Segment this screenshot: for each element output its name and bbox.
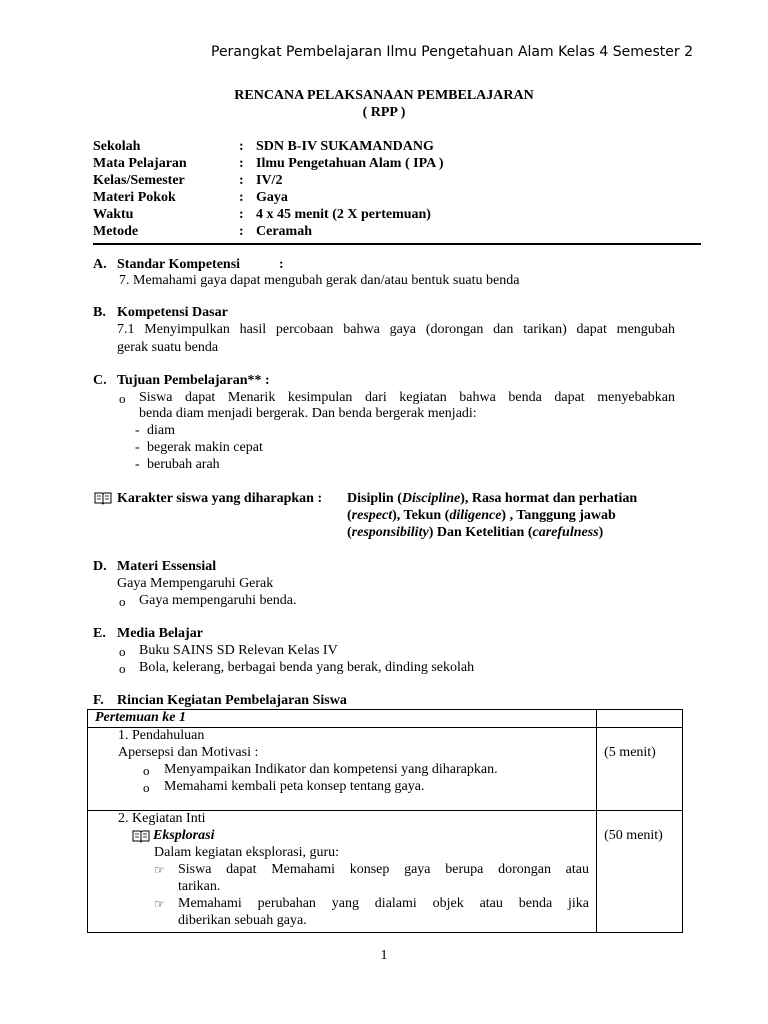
table-row (88, 710, 683, 728)
table-cell (597, 728, 683, 811)
eksplorasi-item-line1: Memahami perubahan yang dialami objek atau benda jika (178, 896, 589, 911)
pertemuan-label: Pertemuan ke 1 (95, 710, 186, 725)
kompetensi-dasar-line2: gerak suatu benda (117, 340, 219, 355)
info-colon: : (239, 156, 244, 171)
bullet-icon: o (119, 594, 126, 609)
section-a-colon: : (279, 257, 284, 272)
eksplorasi-intro: Dalam kegiatan eksplorasi, guru: (154, 845, 340, 860)
table-cell (597, 710, 683, 728)
info-label-sekolah: Sekolah (93, 139, 141, 154)
info-colon: : (239, 190, 244, 205)
apersepsi-label: Apersepsi dan Motivasi : (118, 745, 259, 760)
section-d-letter: D. (93, 559, 107, 574)
info-label-mapel: Mata Pelajaran (93, 156, 187, 171)
table-cell (597, 811, 683, 933)
info-colon: : (239, 224, 244, 239)
media-item: Bola, kelerang, berbagai benda yang berak, dinding sekolah (139, 660, 475, 675)
time-label: (50 menit) (604, 828, 663, 843)
kegiatan-inti-label: 2. Kegiatan Inti (118, 811, 206, 826)
materi-item: Gaya mempengaruhi benda. (139, 593, 297, 608)
dash: - (135, 423, 140, 438)
info-colon: : (239, 139, 244, 154)
open-book-icon (132, 829, 150, 848)
info-label-kelas: Kelas/Semester (93, 173, 185, 188)
tujuan-sub-item: berubah arah (147, 457, 220, 472)
bullet-icon: o (119, 661, 126, 676)
running-header: Perangkat Pembelajaran Ilmu Pengetahuan Alam Kelas 4 Semester 2 (211, 44, 694, 60)
info-colon: : (239, 173, 244, 188)
eksplorasi-item-line1: Siswa dapat Memahami konsep gaya berupa dorongan atau (178, 862, 589, 877)
section-b-heading: Kompetensi Dasar (117, 305, 228, 320)
karakter-line2: (respect), Tekun (diligence) , Tanggung jawab (347, 508, 616, 523)
pointing-hand-icon: ☞ (154, 897, 165, 911)
bullet-icon: o (143, 763, 150, 778)
eksplorasi-item-line2: tarikan. (178, 879, 221, 894)
info-value-waktu: 4 x 45 menit (2 X pertemuan) (256, 207, 431, 222)
open-book-icon (94, 491, 112, 510)
karakter-line1: Disiplin (Discipline), Rasa hormat dan perhatian (347, 491, 638, 506)
document-title: RENCANA PELAKSANAAN PEMBELAJARAN (234, 88, 534, 103)
pendahuluan-label: 1. Pendahuluan (118, 728, 205, 743)
info-value-metode: Ceramah (256, 224, 312, 239)
info-value-kelas: IV/2 (256, 173, 283, 188)
table-cell (88, 710, 597, 728)
section-d-heading: Materi Essensial (117, 559, 217, 574)
info-label-metode: Metode (93, 224, 139, 239)
section-b-letter: B. (93, 305, 106, 320)
section-e-heading: Media Belajar (117, 626, 203, 641)
table-cell (88, 811, 597, 933)
pendahuluan-item: Memahami kembali peta konsep tentang gaya. (164, 779, 425, 794)
info-label-materi: Materi Pokok (93, 190, 176, 205)
eksplorasi-heading: Eksplorasi (153, 828, 215, 843)
materi-sub: Gaya Mempengaruhi Gerak (117, 576, 274, 591)
time-label: (5 menit) (604, 745, 656, 760)
bullet-icon: o (119, 644, 126, 659)
section-f-letter: F. (93, 693, 104, 708)
media-item: Buku SAINS SD Relevan Kelas IV (139, 643, 338, 658)
info-colon: : (239, 207, 244, 222)
kegiatan-table (87, 709, 683, 933)
section-c-heading: Tujuan Pembelajaran** : (117, 373, 270, 388)
section-f-heading: Rincian Kegiatan Pembelajaran Siswa (117, 693, 347, 708)
kompetensi-dasar-line1: 7.1 Menyimpulkan hasil percobaan bahwa gaya (dorongan dan tarikan) dapat mengubah (117, 322, 675, 337)
karakter-label: Karakter siswa yang diharapkan : (117, 491, 323, 506)
info-value-materi: Gaya (256, 190, 288, 205)
page-number: 1 (380, 948, 388, 963)
table-row (88, 811, 683, 933)
tujuan-sub-item: begerak makin cepat (147, 440, 263, 455)
tujuan-line1: Siswa dapat Menarik kesimpulan dari kegiatan bahwa benda dapat menyebabkan (139, 390, 675, 405)
section-c-letter: C. (93, 373, 107, 388)
table-cell (88, 728, 597, 811)
dash: - (135, 457, 140, 472)
section-a-letter: A. (93, 257, 107, 272)
bullet-icon: o (119, 391, 126, 406)
table-row (88, 728, 683, 811)
tujuan-line2: benda diam menjadi bergerak. Dan benda bergerak menjadi: (139, 406, 477, 421)
eksplorasi-item-line2: diberikan sebuah gaya. (178, 913, 307, 928)
standar-kompetensi-text: 7. Memahami gaya dapat mengubah gerak dan/atau bentuk suatu benda (119, 273, 520, 288)
document-subtitle: ( RPP ) (362, 105, 406, 120)
section-a-heading: Standar Kompetensi (117, 257, 241, 272)
pendahuluan-item: Menyampaikan Indikator dan kompetensi yang diharapkan. (164, 762, 498, 777)
info-value-sekolah: SDN B-IV SUKAMANDANG (256, 139, 434, 154)
dash: - (135, 440, 140, 455)
section-e-letter: E. (93, 626, 106, 641)
bullet-icon: o (143, 780, 150, 795)
info-label-waktu: Waktu (93, 207, 134, 222)
info-value-mapel: Ilmu Pengetahuan Alam ( IPA ) (256, 156, 444, 171)
tujuan-sub-item: diam (147, 423, 175, 438)
pointing-hand-icon: ☞ (154, 863, 165, 877)
karakter-line3: (responsibility) Dan Ketelitian (carefulness) (347, 525, 604, 540)
separator-line (93, 243, 701, 245)
